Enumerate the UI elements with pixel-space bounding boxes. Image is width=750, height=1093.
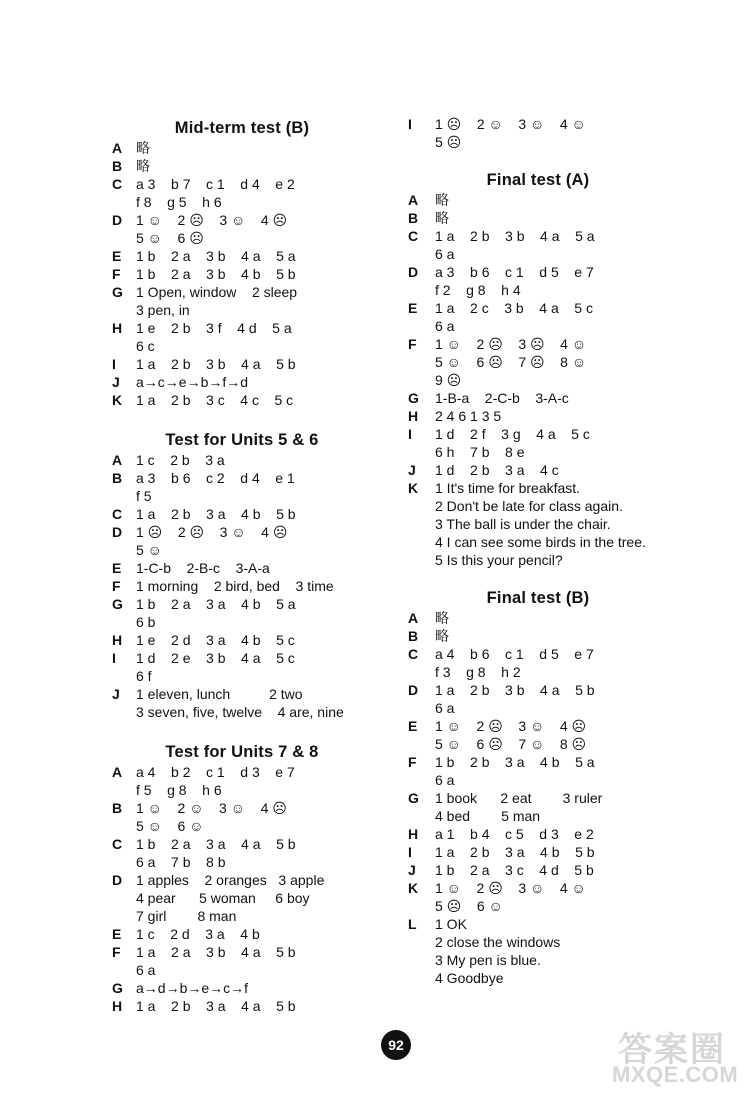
- answer-line: 1 It's time for breakfast.: [435, 480, 581, 496]
- answer-item: [112, 685, 442, 721]
- answer-line: 1 ☺ 2 ☹ 3 ☺ 4 ☹: [136, 212, 288, 228]
- answer-line: 5 Is this your pencil?: [435, 552, 563, 568]
- question-letter: K: [408, 480, 419, 496]
- question-letter: A: [112, 452, 123, 468]
- question-letter: L: [408, 916, 417, 932]
- question-letter: H: [112, 632, 123, 648]
- answer-item: [112, 505, 442, 523]
- answer-line: 略: [435, 192, 449, 208]
- answer-item: [112, 871, 442, 925]
- answer-line: 2 4 6 1 3 5: [435, 408, 502, 424]
- question-letter: J: [408, 862, 416, 878]
- answer-line: 1 e 2 d 3 a 4 b 5 c: [136, 632, 295, 648]
- answer-item: [112, 469, 442, 505]
- answer-line: 1 d 2 e 3 b 4 a 5 c: [136, 650, 295, 666]
- answer-line: 1 a 2 c 3 b 4 a 5 c: [435, 300, 593, 316]
- answer-item: [112, 523, 442, 559]
- question-letter: J: [112, 374, 120, 390]
- answer-line: 9 ☹: [435, 372, 462, 388]
- question-letter: C: [112, 176, 123, 192]
- question-letter: E: [408, 300, 418, 316]
- question-letter: C: [112, 506, 123, 522]
- answer-line: 1 a 2 b 3 b 4 a 5 b: [435, 682, 595, 698]
- question-letter: D: [408, 264, 419, 280]
- watermark-bottom-text: MXQE.COM: [612, 1062, 739, 1087]
- answer-line: 1-B-a 2-C-b 3-A-c: [435, 390, 569, 406]
- answer-line: 5 ☺ 6 ☺: [136, 818, 204, 834]
- answer-line: 1 book 2 eat 3 ruler: [435, 790, 603, 806]
- answer-line: 4 I can see some birds in the tree.: [435, 534, 646, 550]
- answer-line: a 1 b 4 c 5 d 3 e 2: [435, 826, 594, 842]
- answer-item: [408, 209, 738, 227]
- answer-line: 1 ☹ 2 ☹ 3 ☺ 4 ☹: [136, 524, 288, 540]
- answer-item: [112, 649, 442, 685]
- answer-item: [408, 915, 738, 987]
- answer-item: [112, 175, 442, 211]
- answer-item: [112, 799, 442, 835]
- answer-line: 1 d 2 f 3 g 4 a 5 c: [435, 426, 590, 442]
- answer-item: [408, 227, 738, 263]
- answer-line: 1 a 2 b 3 a 4 a 5 b: [136, 998, 296, 1014]
- answer-item: [112, 925, 442, 943]
- answer-line: 1 a 2 b 3 c 4 c 5 c: [136, 392, 294, 408]
- answer-item: [408, 645, 738, 681]
- question-letter: A: [408, 192, 419, 208]
- answer-line: 1 ☺ 2 ☹ 3 ☺ 4 ☹: [435, 718, 587, 734]
- answer-line: 1-C-b 2-B-c 3-A-a: [136, 560, 270, 576]
- answer-line: 6 h 7 b 8 e: [435, 444, 525, 460]
- answer-line: 5 ☺ 6 ☹ 7 ☺ 8 ☹: [435, 736, 587, 752]
- answer-line: 1 Open, window 2 sleep: [136, 284, 298, 300]
- question-letter: G: [408, 790, 419, 806]
- question-letter: G: [112, 596, 123, 612]
- question-letter: C: [408, 646, 419, 662]
- answer-line: 5 ☹ 6 ☺: [435, 898, 503, 914]
- answer-line: 6 a: [435, 318, 455, 334]
- section-title: Test for Units 5 & 6: [165, 431, 319, 449]
- answer-item: [112, 157, 442, 175]
- question-letter: E: [112, 248, 122, 264]
- section-title: Test for Units 7 & 8: [165, 743, 319, 761]
- section-title: Final test (B): [486, 589, 590, 607]
- answer-line: 1 ☹ 2 ☺ 3 ☺ 4 ☺: [435, 116, 586, 132]
- question-letter: B: [112, 470, 123, 486]
- answer-line: 2 Don't be late for class again.: [435, 498, 623, 514]
- answer-line: 1 ☺ 2 ☹ 3 ☺ 4 ☺: [435, 880, 586, 896]
- answer-line: 略: [435, 210, 449, 226]
- question-letter: F: [408, 336, 417, 352]
- question-letter: F: [112, 578, 121, 594]
- answer-item: [408, 407, 738, 425]
- answer-item: [112, 835, 442, 871]
- answer-item: [112, 211, 442, 247]
- question-letter: H: [112, 320, 123, 336]
- answer-line: a 3 b 6 c 1 d 5 e 7: [435, 264, 594, 280]
- question-letter: C: [112, 836, 123, 852]
- answer-line: 1 b 2 b 3 a 4 b 5 a: [435, 754, 595, 770]
- answer-item: [408, 789, 738, 825]
- answer-line: a→d→b→e→c→f: [136, 980, 249, 996]
- answer-item: [112, 139, 442, 157]
- question-letter: G: [112, 284, 123, 300]
- answer-line: 1 ☺ 2 ☹ 3 ☹ 4 ☺: [435, 336, 587, 352]
- answer-line: 1 c 2 b 3 a: [136, 452, 225, 468]
- question-letter: I: [408, 116, 412, 132]
- answer-line: 1 OK: [435, 916, 467, 932]
- answer-line: 3 pen, in: [136, 302, 190, 318]
- answer-line: 1 eleven, lunch 2 two: [136, 686, 303, 702]
- answer-item: [408, 115, 738, 151]
- answer-item: [112, 391, 442, 409]
- answer-line: 1 b 2 a 3 a 4 b 5 a: [136, 596, 296, 612]
- answer-item: [408, 461, 738, 479]
- answer-line: f 5 g 8 h 6: [136, 782, 222, 798]
- question-letter: D: [112, 524, 123, 540]
- question-letter: I: [112, 650, 116, 666]
- answer-line: 6 f: [136, 668, 152, 684]
- answer-line: 1 ☺ 2 ☺ 3 ☺ 4 ☹: [136, 800, 287, 816]
- question-letter: I: [112, 356, 116, 372]
- question-letter: D: [112, 872, 123, 888]
- answer-line: 4 Goodbye: [435, 970, 504, 986]
- answer-line: f 5: [136, 488, 152, 504]
- answer-line: 6 b: [136, 614, 156, 630]
- page-number-badge: 92: [381, 1030, 411, 1060]
- question-letter: I: [408, 426, 412, 442]
- answer-item: [408, 861, 738, 879]
- answer-item: [408, 879, 738, 915]
- answer-item: [112, 979, 442, 997]
- answer-line: a 3 b 6 c 2 d 4 e 1: [136, 470, 295, 486]
- answer-item: [112, 247, 442, 265]
- answer-item: [408, 717, 738, 753]
- answer-line: 2 close the windows: [435, 934, 561, 950]
- question-letter: D: [112, 212, 123, 228]
- answer-line: 6 a: [435, 772, 455, 788]
- answer-line: 1 b 2 a 3 a 4 a 5 b: [136, 836, 296, 852]
- answer-item: [408, 335, 738, 389]
- question-letter: D: [408, 682, 419, 698]
- question-letter: H: [112, 998, 123, 1014]
- answer-line: 1 apples 2 oranges 3 apple: [136, 872, 325, 888]
- answer-line: 6 a 7 b 8 b: [136, 854, 226, 870]
- answer-item: [112, 373, 442, 391]
- answer-line: 3 seven, five, twelve 4 are, nine: [136, 704, 344, 720]
- answer-line: f 2 g 8 h 4: [435, 282, 521, 298]
- answer-line: a 4 b 6 c 1 d 5 e 7: [435, 646, 594, 662]
- answer-line: f 3 g 8 h 2: [435, 664, 521, 680]
- question-letter: J: [408, 462, 416, 478]
- answer-line: 略: [435, 628, 449, 644]
- answer-item: [408, 299, 738, 335]
- answer-item: [112, 577, 442, 595]
- answer-line: 1 a 2 b 3 b 4 a 5 b: [136, 356, 296, 372]
- question-letter: E: [112, 926, 122, 942]
- answer-item: [408, 425, 738, 461]
- answer-line: 1 b 2 a 3 b 4 a 5 a: [136, 248, 296, 264]
- answer-item: [112, 319, 442, 355]
- question-letter: G: [112, 980, 123, 996]
- answer-line: 5 ☺: [136, 542, 162, 558]
- question-letter: F: [112, 944, 121, 960]
- answer-line: 3 My pen is blue.: [435, 952, 541, 968]
- answer-line: 1 b 2 a 3 c 4 d 5 b: [435, 862, 594, 878]
- answer-line: 略: [136, 158, 150, 174]
- question-letter: C: [408, 228, 419, 244]
- answer-line: a 4 b 2 c 1 d 3 e 7: [136, 764, 295, 780]
- answer-item: [112, 997, 442, 1015]
- question-letter: B: [408, 628, 419, 644]
- answer-item: [408, 681, 738, 717]
- answer-item: [408, 753, 738, 789]
- answer-item: [408, 191, 738, 209]
- answer-line: 略: [136, 140, 150, 156]
- question-letter: H: [408, 408, 419, 424]
- answer-item: [112, 763, 442, 799]
- answer-line: 4 bed 5 man: [435, 808, 541, 824]
- answer-item: [408, 389, 738, 407]
- answer-item: [408, 825, 738, 843]
- answer-line: 1 b 2 a 3 b 4 b 5 b: [136, 266, 296, 282]
- answer-line: f 8 g 5 h 6: [136, 194, 222, 210]
- answer-line: 3 The ball is under the chair.: [435, 516, 611, 532]
- section-title: Mid-term test (B): [174, 119, 310, 137]
- answer-line: 5 ☺ 6 ☹ 7 ☹ 8 ☺: [435, 354, 587, 370]
- question-letter: I: [408, 844, 412, 860]
- question-letter: B: [112, 800, 123, 816]
- answer-line: 1 a 2 a 3 b 4 a 5 b: [136, 944, 296, 960]
- answer-item: [408, 479, 738, 569]
- answer-line: 1 c 2 d 3 a 4 b: [136, 926, 260, 942]
- question-letter: J: [112, 686, 120, 702]
- question-letter: A: [112, 140, 123, 156]
- answer-item: [112, 451, 442, 469]
- answer-line: 略: [435, 610, 449, 626]
- answer-line: 1 a 2 b 3 a 4 b 5 b: [435, 844, 595, 860]
- answer-line: 1 morning 2 bird, bed 3 time: [136, 578, 334, 594]
- answer-item: [112, 943, 442, 979]
- answer-line: 6 a: [435, 700, 455, 716]
- answer-item: [112, 595, 442, 631]
- answer-line: 4 pear 5 woman 6 boy: [136, 890, 310, 906]
- answer-line: a 3 b 7 c 1 d 4 e 2: [136, 176, 295, 192]
- question-letter: E: [408, 718, 418, 734]
- question-letter: K: [408, 880, 419, 896]
- answer-line: 6 a: [136, 962, 156, 978]
- site-watermark-logo: [612, 1022, 742, 1088]
- section-title: Final test (A): [486, 171, 590, 189]
- question-letter: K: [112, 392, 123, 408]
- answer-line: 5 ☺ 6 ☹: [136, 230, 204, 246]
- answer-line: 5 ☹: [435, 134, 462, 150]
- question-letter: A: [112, 764, 123, 780]
- answer-item: [112, 355, 442, 373]
- answer-item: [112, 631, 442, 649]
- question-letter: E: [112, 560, 122, 576]
- answer-line: a→c→e→b→f→d: [136, 374, 249, 390]
- question-letter: G: [408, 390, 419, 406]
- question-letter: B: [408, 210, 419, 226]
- answer-line: 1 d 2 b 3 a 4 c: [435, 462, 559, 478]
- answer-line: 6 c: [136, 338, 155, 354]
- question-letter: B: [112, 158, 123, 174]
- answer-line: 1 a 2 b 3 b 4 a 5 a: [435, 228, 595, 244]
- answer-item: [408, 609, 738, 627]
- answer-line: 1 a 2 b 3 a 4 b 5 b: [136, 506, 296, 522]
- answer-item: [112, 265, 442, 283]
- answer-line: 1 e 2 b 3 f 4 d 5 a: [136, 320, 292, 336]
- answer-item: [112, 559, 442, 577]
- question-letter: F: [112, 266, 121, 282]
- answer-item: [408, 263, 738, 299]
- watermark-top-text: 答案圈: [618, 1031, 726, 1069]
- question-letter: F: [408, 754, 417, 770]
- answer-line: 7 girl 8 man: [136, 908, 237, 924]
- question-letter: H: [408, 826, 419, 842]
- answer-item: [408, 843, 738, 861]
- answer-line: 6 a: [435, 246, 455, 262]
- question-letter: A: [408, 610, 419, 626]
- answer-item: [112, 283, 442, 319]
- answer-item: [408, 627, 738, 645]
